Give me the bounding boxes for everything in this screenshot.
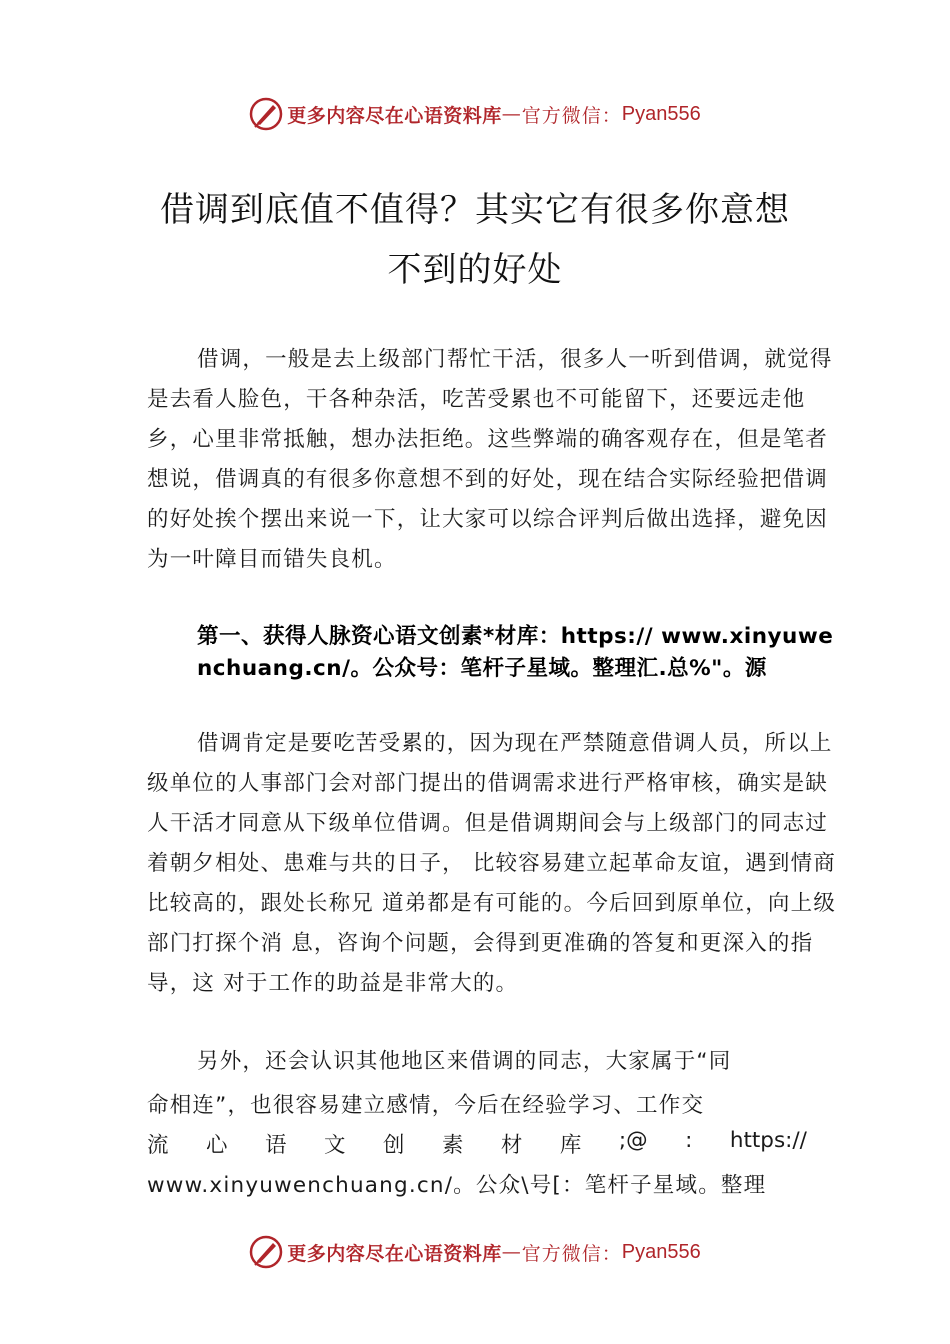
line-3-part: 创	[382, 1133, 405, 1158]
section-heading-1: 第一、获得人脉资心语文创素*材库：https:// www.xinyuwenchuang.cn/。公众号：笔杆子星域。整理汇.总%"。源	[197, 624, 834, 681]
line-3-part: 语	[264, 1133, 287, 1158]
line-3-part: 材	[500, 1133, 523, 1158]
banner-wechat-id: Pyan556	[621, 1240, 701, 1263]
title-line-2: 不到的好处	[387, 250, 563, 290]
banner-official-label: 官方微信：	[521, 104, 622, 127]
line-3-part: https://	[729, 1128, 807, 1153]
quill-logo-icon	[249, 97, 283, 131]
header-banner	[0, 94, 950, 134]
banner-main-text: 更多内容尽在心语资料库	[287, 1242, 502, 1265]
footer-banner	[0, 1232, 950, 1272]
paragraph-3-line-4: www.xinyuwenchuang.cn/。公众\号[：笔杆子星域。整理	[147, 1173, 767, 1198]
title-line-1: 借调到底值不值得？其实它有很多你意想	[160, 190, 790, 230]
line-3-part: 流	[147, 1133, 169, 1158]
banner-dash: —	[501, 1241, 522, 1263]
page-title	[150, 180, 800, 300]
section-1-paragraph: 借调肯定是要吃苦受累的，因为现在严禁随意借调人员，所以上级单位的人事部门会对部门提出的借调需求进行严格审核，确实是缺人干活才同意从下级单位借调。但是借调期间会与上级部门的同志过着朝夕相处、患难与共的日子， 比较容易建立起革命友谊，遇到情商比较高的，跟处长称兄 道弟都是有可能的。今后回到原单位，向上级部门打探个消 息，咨询个问题，会得到更准确的答复和更深入的指导，这 对于工作的助益是非常大的。	[147, 731, 837, 996]
banner-main-text: 更多内容尽在心语资料库	[287, 104, 502, 127]
line-3-part: 文	[323, 1133, 346, 1158]
paragraph-3-line-2: 命相连”，也很容易建立感情，今后在经验学习、工作交	[147, 1093, 705, 1118]
banner-wechat-id: Pyan556	[621, 102, 701, 125]
line-3-part: 库	[559, 1133, 582, 1158]
line-3-part: 心	[205, 1133, 228, 1158]
intro-paragraph: 借调，一般是去上级部门帮忙干活，很多人一听到借调，就觉得是去看人脸色，干各种杂活，吃苦受累也不可能留下，还要远走他乡，心里非常抵触，想办法拒绝。这些弊端的确客观存在，但是笔者想说，借调真的有很多你意想不到的好处，现在结合实际经验把借调的好处挨个摆出来说一下，让大家可以综合评判后做出选择，避免因为一叶障目而错失良机。	[147, 347, 833, 572]
banner-official-label: 官方微信：	[521, 1242, 622, 1265]
quill-logo-icon	[249, 1235, 283, 1269]
line-3-part: :	[685, 1128, 693, 1153]
line-3-part: ;@	[618, 1128, 648, 1153]
paragraph-3-line-3	[147, 1128, 807, 1159]
paragraph-3-line-1: 另外，还会认识其他地区来借调的同志，大家属于“同	[197, 1049, 732, 1074]
banner-dash: —	[501, 103, 522, 125]
line-3-part: 素	[441, 1133, 464, 1158]
